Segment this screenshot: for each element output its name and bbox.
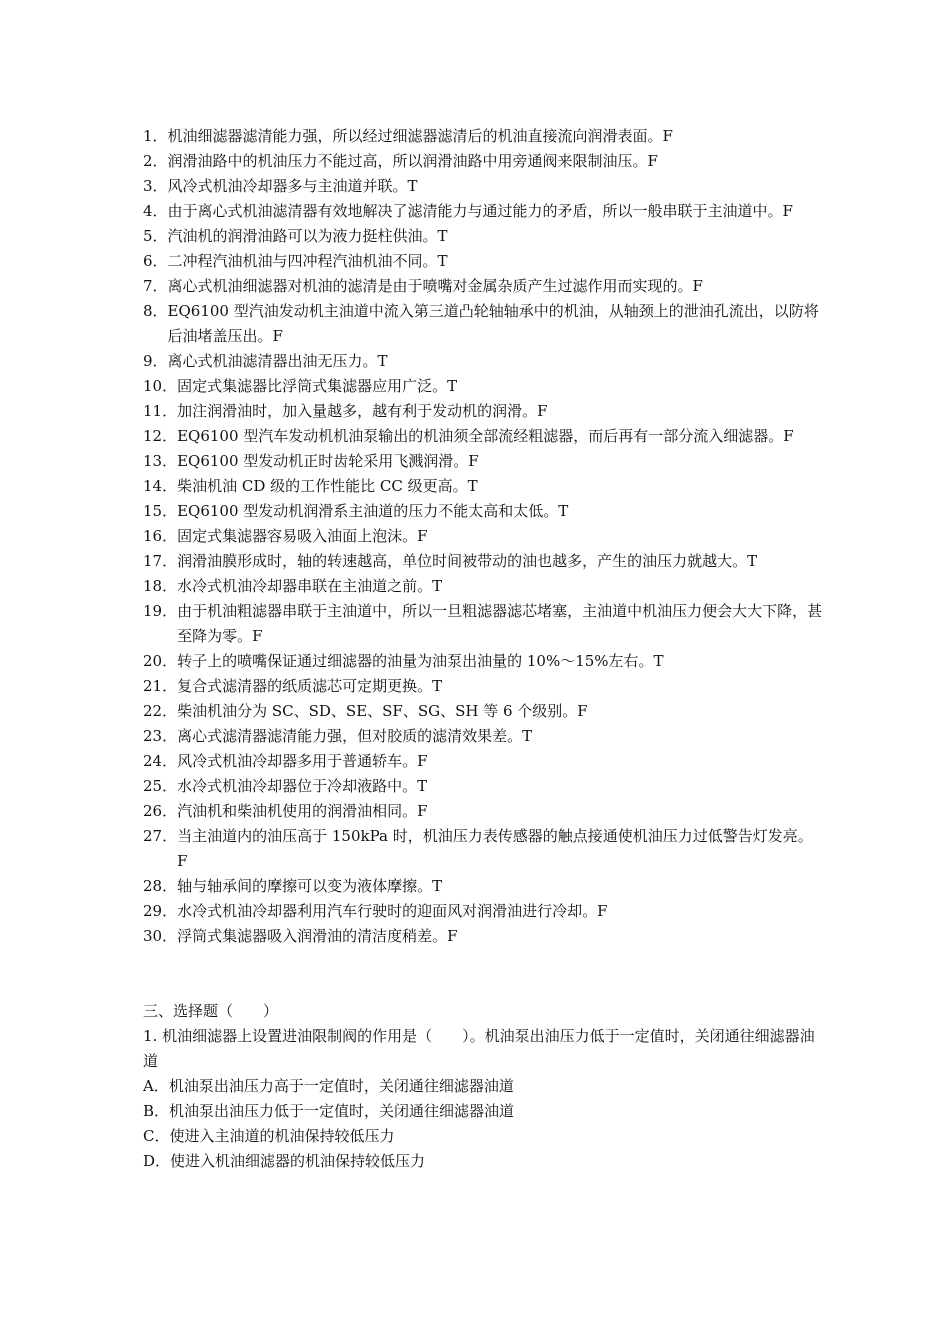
item-number: 3． [143, 177, 168, 195]
item-text: 离心式机油滤清器出油无压力。T [167, 352, 388, 370]
list-item [143, 349, 823, 374]
list-item [143, 699, 823, 724]
list-item [143, 749, 823, 774]
item-number: 1． [143, 127, 168, 145]
item-number: 6． [143, 252, 168, 270]
list-item [143, 799, 823, 824]
item-text: 浮筒式集滤器吸入润滑油的清洁度稍差。F [177, 927, 458, 945]
item-number: 14． [143, 477, 178, 495]
item-text: 离心式滤清器滤清能力强，但对胶质的滤清效果差。T [177, 727, 533, 745]
item-text: 水冷式机油冷却器位于冷却液路中。T [177, 777, 428, 795]
item-number: 11． [143, 402, 178, 420]
item-text: EQ6100 型发动机润滑系主油道的压力不能太高和太低。T [177, 502, 569, 520]
list-item [143, 299, 823, 349]
item-number: 8． [143, 302, 168, 320]
item-number: 24． [143, 752, 178, 770]
item-number: 17． [143, 552, 178, 570]
list-item [143, 499, 823, 524]
list-item [143, 574, 823, 599]
item-text: 润滑油膜形成时，轴的转速越高，单位时间被带动的油也越多，产生的油压力就越大。T [177, 552, 758, 570]
option-d: D．使进入机油细滤器的机油保持较低压力 [143, 1152, 426, 1170]
item-number: 5． [143, 227, 168, 245]
list-item [143, 649, 823, 674]
list-item [143, 174, 823, 199]
item-text: 柴油机油分为 SC、SD、SE、SF、SG、SH 等 6 个级别。F [177, 702, 588, 720]
item-number: 29． [143, 902, 178, 920]
list-item [143, 224, 823, 249]
item-text: 机油细滤器滤清能力强，所以经过细滤器滤清后的机油直接流向润滑表面。F [167, 127, 673, 145]
list-item [143, 874, 823, 899]
item-number: 21． [143, 677, 178, 695]
list-item [143, 899, 823, 924]
item-text: 固定式集滤器比浮筒式集滤器应用广泛。T [177, 377, 458, 395]
item-number: 19． [143, 602, 178, 620]
item-text: EQ6100 型汽车发动机机油泵输出的机油须全部流经粗滤器，而后再有一部分流入细滤器。F [177, 427, 794, 445]
item-number: 4． [143, 202, 168, 220]
list-item [143, 274, 823, 299]
item-text: 柴油机油 CD 级的工作性能比 CC 级更高。T [177, 477, 478, 495]
item-number: 26． [143, 802, 178, 820]
item-text: 当主油道内的油压高于 150kPa 时，机油压力表传感器的触点接通使机油压力过低警告灯发亮。F [177, 827, 813, 870]
item-number: 20． [143, 652, 178, 670]
list-item [143, 199, 823, 224]
item-number: 10． [143, 377, 178, 395]
item-text: 润滑油路中的机油压力不能过高，所以润滑油路中用旁通阀来限制油压。F [167, 152, 658, 170]
list-item [143, 674, 823, 699]
question-text: 1. 机油细滤器上设置进油限制阀的作用是（ ）。机油泵出油压力低于一定值时，关闭通往细滤器油道 [143, 1027, 815, 1070]
item-number: 27． [143, 827, 178, 845]
item-number: 23． [143, 727, 178, 745]
item-text: 固定式集滤器容易吸入油面上泡沫。F [177, 527, 428, 545]
item-text: 轴与轴承间的摩擦可以变为液体摩擦。T [177, 877, 443, 895]
list-item [143, 924, 823, 949]
item-text: 风冷式机油冷却器多用于普通轿车。F [177, 752, 428, 770]
list-item [143, 549, 823, 574]
item-text: 二冲程汽油机油与四冲程汽油机油不同。T [167, 252, 448, 270]
item-text: 风冷式机油冷却器多与主油道并联。T [167, 177, 418, 195]
list-item [143, 724, 823, 749]
item-number: 25． [143, 777, 178, 795]
item-number: 12． [143, 427, 178, 445]
list-item [143, 249, 823, 274]
item-text: EQ6100 型汽油发动机主油道中流入第三道凸轮轴轴承中的机油，从轴颈上的泄油孔流出，以防将后油堵盖压出。F [167, 302, 819, 345]
list-item [143, 824, 823, 874]
list-item [143, 449, 823, 474]
item-number: 28． [143, 877, 178, 895]
item-number: 18． [143, 577, 178, 595]
item-text: 由于离心式机油滤清器有效地解决了滤清能力与通过能力的矛盾，所以一般串联于主油道中。F [167, 202, 793, 220]
item-number: 2． [143, 152, 168, 170]
item-number: 13． [143, 452, 178, 470]
true-false-list [143, 124, 823, 949]
document-page [143, 124, 823, 1174]
section-spacer [143, 949, 823, 999]
item-text: 由于机油粗滤器串联于主油道中，所以一旦粗滤器滤芯堵塞，主油道中机油压力便会大大下降，甚至降为零。F [177, 602, 823, 645]
section-heading: 三、选择题（ ） [143, 1002, 279, 1020]
item-text: 汽油机的润滑油路可以为液力挺柱供油。T [167, 227, 448, 245]
list-item [143, 474, 823, 499]
item-number: 16． [143, 527, 178, 545]
item-text: 水冷式机油冷却器串联在主油道之前。T [177, 577, 443, 595]
list-item [143, 774, 823, 799]
item-number: 15． [143, 502, 178, 520]
list-item [143, 524, 823, 549]
item-text: 水冷式机油冷却器利用汽车行驶时的迎面风对润滑油进行冷却。F [177, 902, 608, 920]
list-item [143, 149, 823, 174]
item-text: 加注润滑油时，加入量越多，越有利于发动机的润滑。F [177, 402, 548, 420]
option-c: C．使进入主油道的机油保持较低压力 [143, 1127, 395, 1145]
item-number: 7． [143, 277, 168, 295]
list-item [143, 124, 823, 149]
option-a: A．机油泵出油压力高于一定值时，关闭通往细滤器油道 [143, 1077, 514, 1095]
list-item [143, 399, 823, 424]
item-number: 30． [143, 927, 178, 945]
item-text: 转子上的喷嘴保证通过细滤器的油量为油泵出油量的 10%～15%左右。T [177, 652, 664, 670]
item-number: 22． [143, 702, 178, 720]
item-text: EQ6100 型发动机正时齿轮采用飞溅润滑。F [177, 452, 479, 470]
choice-section [143, 999, 823, 1174]
list-item [143, 374, 823, 399]
item-text: 汽油机和柴油机使用的润滑油相同。F [177, 802, 428, 820]
option-b: B．机油泵出油压力低于一定值时，关闭通往细滤器油道 [143, 1102, 515, 1120]
item-text: 复合式滤清器的纸质滤芯可定期更换。T [177, 677, 443, 695]
item-number: 9． [143, 352, 168, 370]
list-item [143, 424, 823, 449]
item-text: 离心式机油细滤器对机油的滤清是由于喷嘴对金属杂质产生过滤作用而实现的。F [167, 277, 703, 295]
list-item [143, 599, 823, 649]
